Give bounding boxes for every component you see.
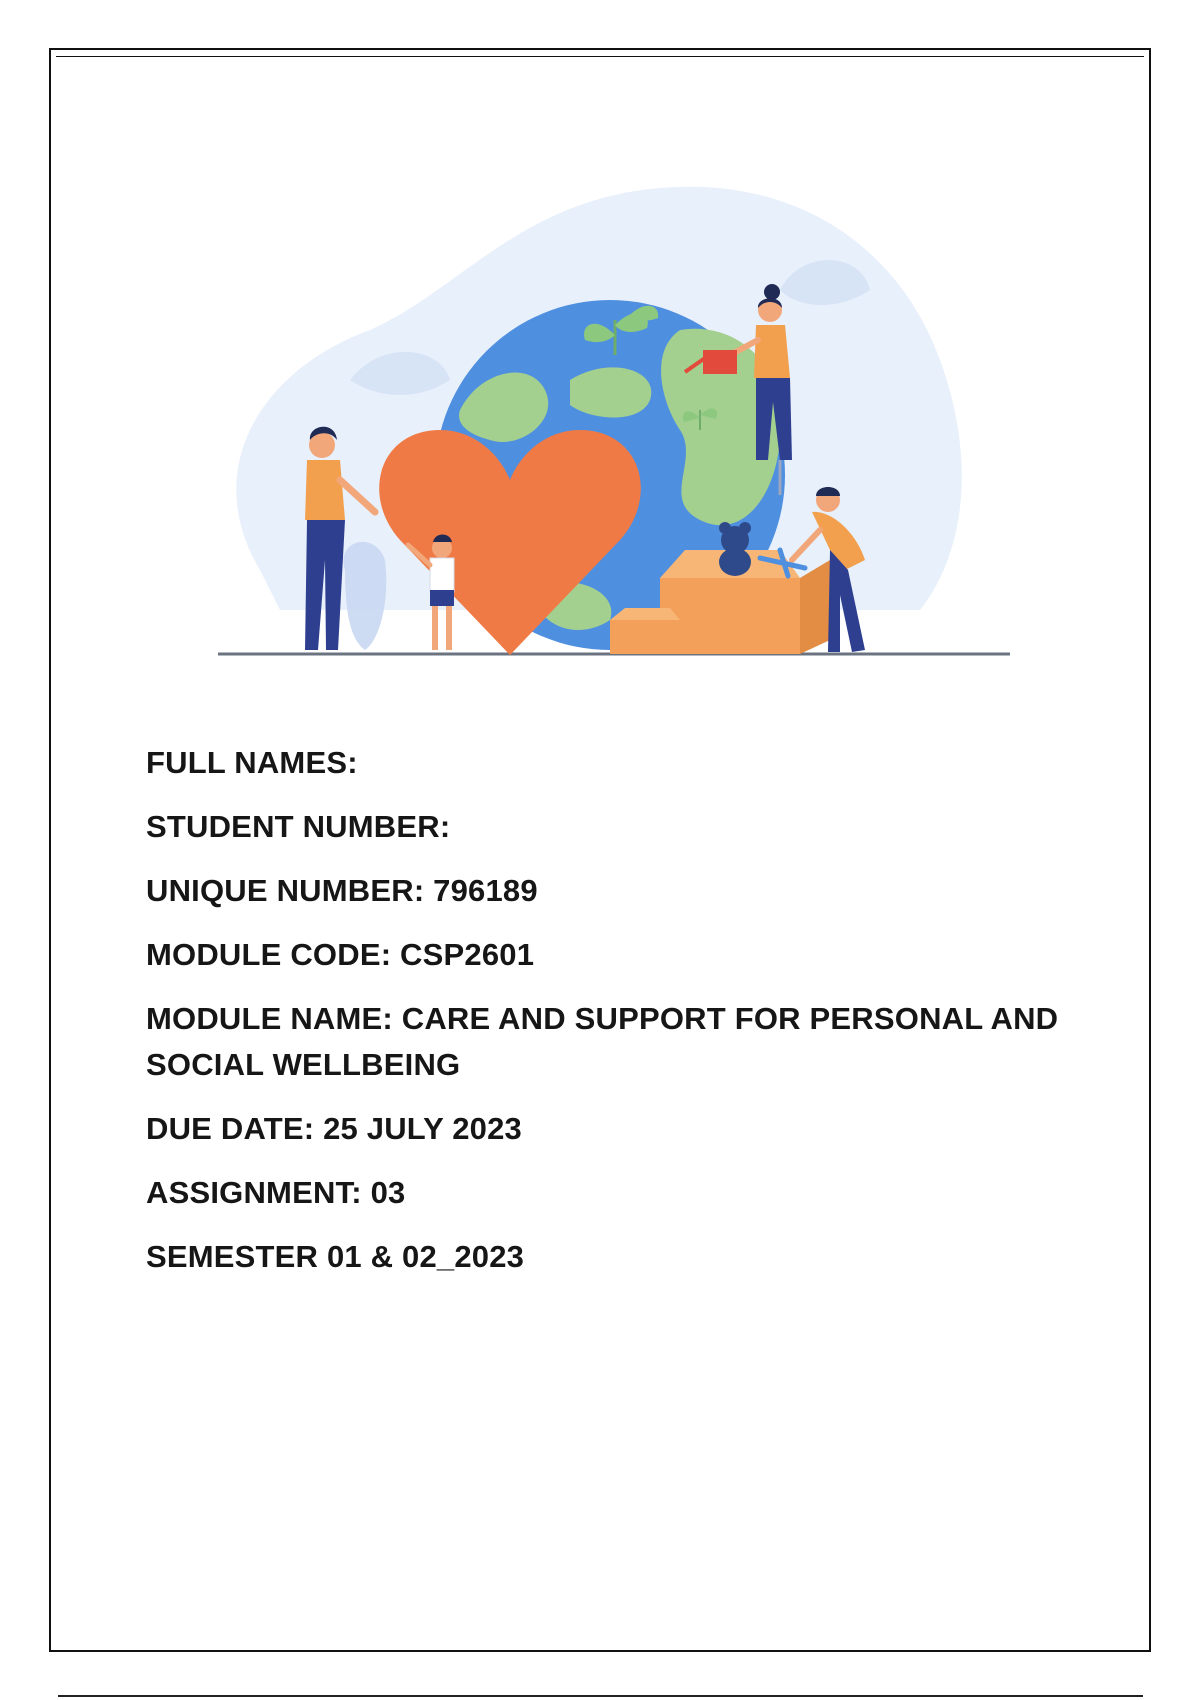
module-name-field: MODULE NAME: CARE AND SUPPORT FOR PERSONAL AND SOCIAL WELLBEING	[146, 1001, 1059, 1082]
semester-field: SEMESTER 01 & 02_2023	[146, 1239, 525, 1274]
charity-illustration	[140, 140, 1060, 720]
page-bottom-rule	[58, 1695, 1143, 1697]
student-number-field: STUDENT NUMBER:	[146, 809, 451, 844]
due-date-field: DUE DATE: 25 JULY 2023	[146, 1111, 522, 1146]
cover-info-block	[146, 740, 1066, 1298]
earth-land-2	[570, 367, 651, 417]
trash-bag	[343, 542, 386, 650]
unique-number-field: UNIQUE NUMBER: 796189	[146, 873, 538, 908]
module-code-field: MODULE CODE: CSP2601	[146, 937, 535, 972]
assignment-field: ASSIGNMENT: 03	[146, 1175, 406, 1210]
full-names-field: FULL NAMES:	[146, 745, 358, 780]
